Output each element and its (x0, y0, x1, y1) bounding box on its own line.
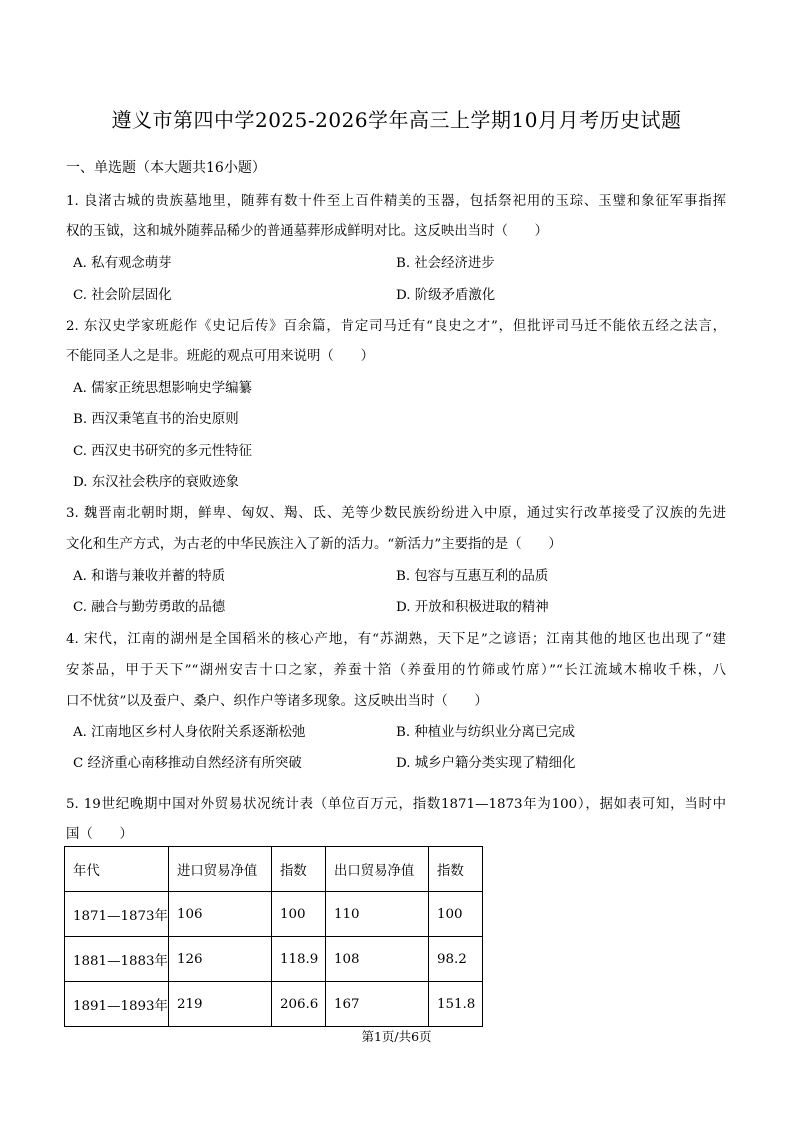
question-1-option-b: B. 社会经济进步 (396, 256, 495, 271)
table-cell: 126 (168, 937, 271, 982)
table-header-cell: 年代 (65, 847, 169, 892)
question-4-stem-line-2: 安茶品，甲于天下”“湖州安吉十口之家，养蚕十箔（养蚕用的竹筛或竹席）”“长江流域木棉收千株，八 (66, 663, 726, 678)
question-3-option-d: D. 开放和积极进取的精神 (396, 600, 549, 615)
table-cell: 206.6 (271, 982, 325, 1027)
trade-statistics-table (64, 846, 483, 1027)
table-header-cell: 指数 (428, 847, 482, 892)
question-2-stem-line-1: 2. 东汉史学家班彪作《史记后传》百余篇，肯定司马迁有“良史之才”，但批评司马迁不能依五经之法言， (66, 319, 726, 334)
question-5-stem-line-2: 国（ ） (66, 827, 133, 842)
table-header-cell: 进口贸易净值 (168, 847, 271, 892)
table-cell: 167 (325, 982, 428, 1027)
table-header-cell: 指数 (271, 847, 325, 892)
table-cell: 98.2 (428, 937, 482, 982)
question-2-stem-line-2: 不能同圣人之是非。班彪的观点可用来说明（ ） (66, 349, 374, 364)
table-header-cell: 出口贸易净值 (325, 847, 428, 892)
question-4-option-b: B. 种植业与纺织业分离已完成 (396, 725, 576, 740)
question-2-option-a: A. 儒家正统思想影响史学编纂 (73, 381, 252, 396)
table-cell: 1891—1893年 (65, 982, 169, 1027)
section-heading: 一、单选题（本大题共16小题） (66, 160, 266, 176)
question-4-stem-line-1: 4. 宋代，江南的湖州是全国稻米的核心产地，有“苏湖熟，天下足”之谚语；江南其他的地区也出现了“建 (66, 632, 726, 647)
question-3-stem-line-2: 文化和生产方式，为古老的中华民族注入了新的活力。“新活力”主要指的是（ ） (66, 537, 562, 552)
page-footer: 第1页/共6页 (361, 1029, 432, 1044)
question-5-stem-line-1: 5. 19世纪晚期中国对外贸易状况统计表（单位百万元，指数1871—1873年为100），据如表可知，当时中 (66, 797, 726, 812)
question-3-option-b: B. 包容与互惠互利的品质 (396, 569, 549, 584)
question-2-option-c: C. 西汉史书研究的多元性特征 (73, 444, 252, 459)
question-2-option-b: B. 西汉秉笔直书的治史原则 (73, 412, 239, 427)
table-cell: 219 (168, 982, 271, 1027)
question-1-option-c: C. 社会阶层固化 (73, 288, 172, 303)
table-cell: 118.9 (271, 937, 325, 982)
question-1-stem-line-2: 权的玉钺，这和城外随葬品稀少的普通墓葬形成鲜明对比。这反映出当时（ ） (66, 224, 549, 239)
question-1-option-a: A. 私有观念萌芽 (73, 256, 172, 271)
table-cell: 100 (428, 892, 482, 937)
table-cell: 110 (325, 892, 428, 937)
table-cell: 1871—1873年 (65, 892, 169, 937)
table-row (65, 937, 483, 982)
question-1-stem-line-1: 1. 良渚古城的贵族墓地里，随葬有数十件至上百件精美的玉器，包括祭祀用的玉琮、玉璧和象征军事指挥 (66, 194, 726, 209)
question-4-option-a: A. 江南地区乡村人身依附关系逐渐松弛 (73, 725, 306, 740)
question-2-option-d: D. 东汉社会秩序的衰败迹象 (73, 475, 240, 490)
question-3-stem-line-1: 3. 魏晋南北朝时期，鲜卑、匈奴、羯、氐、羌等少数民族纷纷进入中原，通过实行改革接受了汉族的先进 (66, 506, 726, 521)
table-header-row (65, 847, 483, 892)
question-4-stem-line-3: 口不忧贫”以及蚕户、桑户、织作户等诸多现象。这反映出当时（ ） (66, 694, 488, 709)
table-row (65, 892, 483, 937)
question-4-option-c: C 经济重心南移推动自然经济有所突破 (73, 756, 302, 771)
table-cell: 151.8 (428, 982, 482, 1027)
table-cell: 100 (271, 892, 325, 937)
question-1-option-d: D. 阶级矛盾激化 (396, 288, 496, 303)
table-cell: 1881—1883年 (65, 937, 169, 982)
table-cell: 106 (168, 892, 271, 937)
question-3-option-c: C. 融合与勤劳勇敢的品德 (73, 600, 226, 615)
question-3-option-a: A. 和谐与兼收并蓄的特质 (73, 569, 226, 584)
page-title: 遵义市第四中学2025-2026学年高三上学期10月月考历史试题 (111, 108, 682, 132)
table-row (65, 982, 483, 1027)
question-4-option-d: D. 城乡户籍分类实现了精细化 (396, 756, 576, 771)
table-cell: 108 (325, 937, 428, 982)
